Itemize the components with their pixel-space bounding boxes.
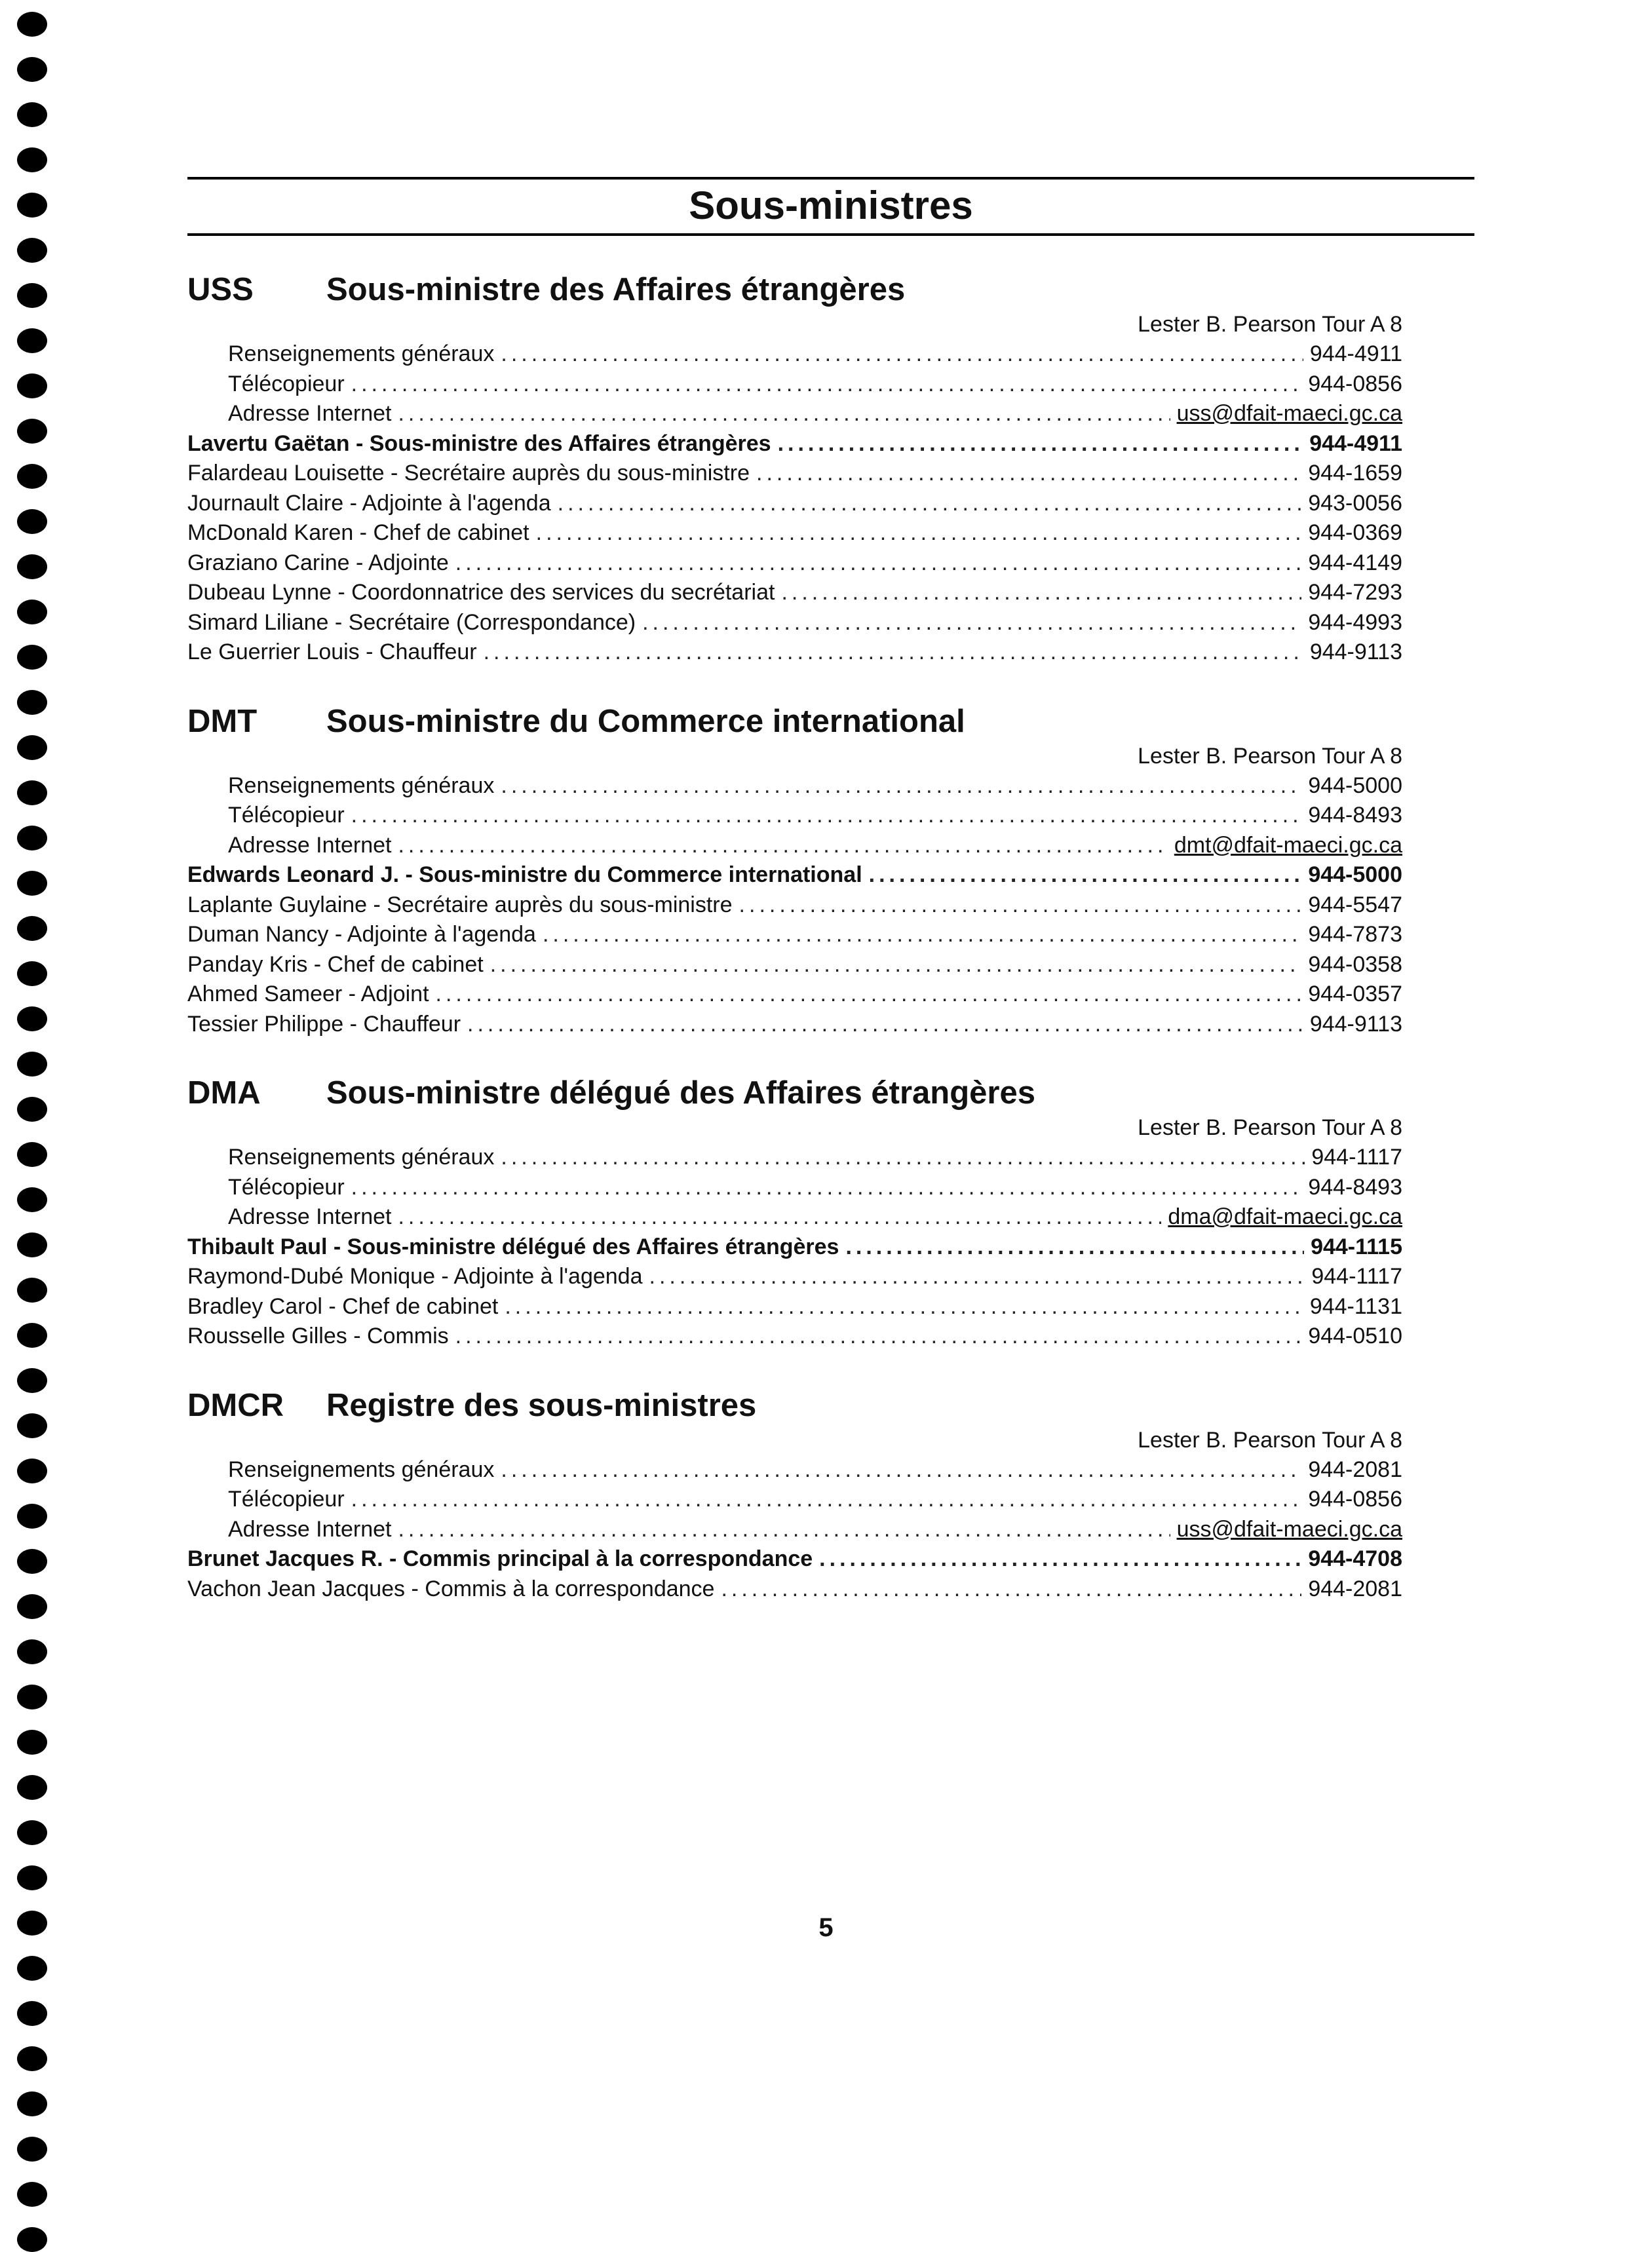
general-info-value: 944-8493 [1308, 1174, 1402, 1200]
binding-hole [17, 1278, 47, 1303]
section-heading [187, 1073, 1474, 1113]
general-info-label: Télécopieur [228, 803, 345, 828]
binding-hole [17, 509, 47, 534]
binding-hole [17, 916, 47, 941]
binding-hole [17, 147, 47, 172]
binding-hole [17, 1459, 47, 1483]
dot-leader [484, 638, 1303, 668]
dot-leader [436, 980, 1302, 1010]
general-info-value: 944-0856 [1308, 1487, 1402, 1512]
staff-phone: 944-4993 [1308, 609, 1402, 635]
binding-hole [17, 961, 47, 986]
section-location: Lester B. Pearson Tour A 8 [1138, 312, 1402, 337]
binding-hole [17, 283, 47, 308]
staff-row [187, 578, 1474, 608]
staff-row [187, 638, 1474, 668]
staff-phone: 944-4708 [1308, 1546, 1402, 1571]
binding-hole [17, 2046, 47, 2071]
binding-hole [17, 780, 47, 805]
dot-leader [642, 608, 1301, 638]
staff-name: Simard Liliane - Secrétaire (Correspondance) [187, 609, 636, 635]
binding-hole [17, 1413, 47, 1438]
staff-row [187, 1292, 1474, 1322]
staff-name: Tessier Philippe - Chauffeur [187, 1011, 461, 1037]
binding-hole [17, 1504, 47, 1529]
binding-hole [17, 690, 47, 715]
dot-leader [351, 801, 1302, 831]
staff-row [187, 548, 1474, 579]
general-info-label: Adresse Internet [228, 1516, 392, 1542]
binding-hole [17, 1820, 47, 1845]
staff-phone: 944-7293 [1308, 580, 1402, 605]
section-dmcr [187, 1386, 1474, 1605]
section-location: Lester B. Pearson Tour A 8 [1138, 743, 1402, 769]
general-info-label: Télécopieur [228, 1487, 345, 1512]
binding-hole [17, 419, 47, 444]
dot-leader [455, 548, 1302, 579]
staff-name: Laplante Guylaine - Secrétaire auprès du sous-ministre [187, 892, 733, 917]
staff-phone: 944-2081 [1308, 1576, 1402, 1601]
staff-row [187, 1322, 1474, 1352]
general-info-row [187, 1143, 1474, 1173]
binding-hole [17, 2137, 47, 2162]
general-info-row [187, 1173, 1474, 1203]
dot-leader [398, 399, 1170, 429]
general-info-row [187, 399, 1474, 429]
binding-hole [17, 1368, 47, 1393]
general-info-value: 944-2081 [1308, 1457, 1402, 1482]
section-heading [187, 270, 1474, 309]
staff-name: Journault Claire - Adjointe à l'agenda [187, 490, 551, 516]
dot-leader [778, 429, 1303, 459]
binding-hole [17, 328, 47, 353]
staff-name: Vachon Jean Jacques - Commis à la correspondance [187, 1576, 715, 1601]
binding-hole [17, 1594, 47, 1619]
staff-name: McDonald Karen - Chef de cabinet [187, 520, 529, 545]
title-rule-top [187, 177, 1474, 180]
general-info-label: Renseignements généraux [228, 1457, 495, 1482]
dot-leader [501, 771, 1301, 801]
binding-hole [17, 645, 47, 670]
section-heading [187, 1386, 1474, 1425]
page-title: Sous-ministres [689, 183, 973, 227]
binding-hole [17, 1052, 47, 1077]
general-info-row [187, 339, 1474, 370]
general-info-label: Adresse Internet [228, 832, 392, 858]
email-link[interactable]: uss@dfait-maeci.gc.ca [1176, 401, 1402, 426]
dot-leader [501, 339, 1303, 370]
staff-row [187, 429, 1474, 459]
binding-hole [17, 554, 47, 579]
dot-leader [398, 831, 1167, 861]
section-title: Sous-ministre des Affaires étrangères [326, 272, 906, 307]
dot-leader [869, 860, 1302, 890]
staff-row [187, 890, 1474, 921]
dot-leader [501, 1455, 1301, 1485]
dot-leader [398, 1202, 1161, 1232]
general-info-row [187, 801, 1474, 831]
general-info-value: 944-1117 [1311, 1145, 1402, 1170]
staff-row [187, 489, 1474, 519]
staff-phone: 944-1659 [1308, 461, 1402, 486]
dot-leader [739, 890, 1302, 921]
general-info-value: 944-0856 [1308, 371, 1402, 396]
section-uss [187, 270, 1474, 668]
dot-leader [819, 1544, 1301, 1574]
binding-hole [17, 1323, 47, 1348]
general-info-value: 944-4911 [1309, 341, 1402, 366]
binding-hole [17, 1187, 47, 1212]
staff-row [187, 518, 1474, 548]
staff-name: Rousselle Gilles - Commis [187, 1324, 449, 1348]
section-location: Lester B. Pearson Tour A 8 [1138, 1427, 1402, 1453]
staff-phone: 944-5547 [1308, 892, 1402, 917]
binding-hole [17, 1006, 47, 1031]
binding-hole [17, 102, 47, 127]
binding-hole [17, 57, 47, 82]
binding-hole [17, 193, 47, 218]
dot-leader [536, 518, 1302, 548]
binding-hole [17, 2091, 47, 2116]
dot-leader [845, 1232, 1304, 1263]
binding-hole [17, 826, 47, 850]
binding-hole [17, 1730, 47, 1755]
dot-leader [501, 1143, 1305, 1173]
staff-phone: 944-1117 [1311, 1264, 1402, 1289]
binding-hole [17, 1956, 47, 1981]
staff-row [187, 1574, 1474, 1605]
email-link[interactable]: dmt@dfait-maeci.gc.ca [1174, 832, 1402, 858]
binding-hole [17, 1865, 47, 1890]
general-info-label: Renseignements généraux [228, 773, 495, 798]
general-info-label: Adresse Internet [228, 1204, 392, 1229]
section-code: DMCR [187, 1387, 284, 1423]
staff-phone: 944-9113 [1309, 639, 1402, 664]
general-info-value: 944-5000 [1308, 773, 1402, 798]
dot-leader [398, 1515, 1170, 1545]
staff-phone: 944-5000 [1308, 862, 1402, 887]
staff-row [187, 608, 1474, 638]
staff-name: Brunet Jacques R. - Commis principal à la correspondance [187, 1546, 813, 1571]
section-title: Sous-ministre du Commerce international [326, 703, 965, 739]
staff-row [187, 860, 1474, 890]
dot-leader [351, 370, 1302, 400]
binding-hole [17, 1685, 47, 1709]
staff-name: Falardeau Louisette - Secrétaire auprès du sous-ministre [187, 461, 750, 486]
staff-row [187, 1232, 1474, 1263]
dot-leader [505, 1292, 1303, 1322]
staff-row [187, 1544, 1474, 1574]
staff-row [187, 950, 1474, 980]
staff-phone: 944-4149 [1308, 550, 1402, 575]
section-location: Lester B. Pearson Tour A 8 [1138, 1115, 1402, 1140]
binding-hole [17, 2182, 47, 2207]
title-rule-bottom [187, 233, 1474, 236]
general-info-row [187, 1455, 1474, 1485]
dot-leader [756, 459, 1301, 489]
binding-hole [17, 871, 47, 896]
binding-hole [17, 1142, 47, 1167]
section-heading [187, 702, 1474, 741]
binding-hole [17, 1775, 47, 1800]
staff-name: Lavertu Gaëtan - Sous-ministre des Affaires étrangères [187, 430, 771, 456]
staff-name: Dubeau Lynne - Coordonnatrice des services du secrétariat [187, 580, 775, 605]
staff-row [187, 459, 1474, 489]
staff-row [187, 920, 1474, 950]
staff-phone: 944-0357 [1308, 982, 1402, 1006]
dot-leader [351, 1485, 1302, 1515]
staff-name: Edwards Leonard J. - Sous-ministre du Commerce international [187, 862, 862, 887]
section-code: USS [187, 272, 254, 307]
general-info-label: Adresse Internet [228, 401, 392, 426]
staff-name: Duman Nancy - Adjointe à l'agenda [187, 922, 536, 947]
general-info-row [187, 1202, 1474, 1232]
staff-row [187, 1262, 1474, 1292]
section-code: DMA [187, 1075, 261, 1111]
section-title: Registre des sous-ministres [326, 1387, 757, 1423]
staff-phone: 944-7873 [1308, 922, 1402, 947]
dot-leader [467, 1010, 1303, 1040]
staff-name: Panday Kris - Chef de cabinet [187, 951, 484, 977]
email-link[interactable]: uss@dfait-maeci.gc.ca [1176, 1516, 1402, 1542]
staff-name: Bradley Carol - Chef de cabinet [187, 1293, 499, 1319]
staff-name: Le Guerrier Louis - Chauffeur [187, 639, 477, 664]
staff-phone: 943-0056 [1308, 490, 1402, 516]
page-number: 5 [818, 1913, 834, 1942]
binding-hole [17, 600, 47, 624]
section-dmt [187, 702, 1474, 1040]
dot-leader [351, 1173, 1302, 1203]
binding-hole [17, 464, 47, 489]
staff-phone: 944-1115 [1311, 1234, 1402, 1259]
general-info-label: Télécopieur [228, 1174, 345, 1200]
general-info-row [187, 771, 1474, 801]
dot-leader [721, 1574, 1301, 1605]
dot-leader [455, 1322, 1302, 1352]
general-info-row [187, 1515, 1474, 1545]
staff-phone: 944-9113 [1309, 1011, 1402, 1037]
binding-hole [17, 12, 47, 37]
staff-row [187, 1010, 1474, 1040]
staff-name: Raymond-Dubé Monique - Adjointe à l'agenda [187, 1264, 643, 1289]
staff-phone: 944-1131 [1309, 1293, 1402, 1319]
dot-leader [543, 920, 1301, 950]
general-info-row [187, 831, 1474, 861]
sections-container [187, 270, 1474, 1604]
dot-leader [490, 950, 1302, 980]
section-dma [187, 1073, 1474, 1352]
binding-hole [17, 2227, 47, 2252]
general-info-row [187, 1485, 1474, 1515]
general-info-label: Renseignements généraux [228, 1145, 495, 1170]
binding-hole [17, 1549, 47, 1574]
general-info-value: 944-8493 [1308, 803, 1402, 828]
staff-phone: 944-0510 [1308, 1324, 1402, 1348]
binding-hole [17, 1232, 47, 1257]
dot-leader [781, 578, 1301, 608]
binding-hole [17, 735, 47, 760]
staff-name: Graziano Carine - Adjointe [187, 550, 449, 575]
staff-phone: 944-4911 [1309, 430, 1402, 456]
section-code: DMT [187, 703, 258, 739]
general-info-label: Télécopieur [228, 371, 345, 396]
binding-hole [17, 238, 47, 263]
dot-leader [558, 489, 1302, 519]
dot-leader [649, 1262, 1305, 1292]
directory-page [187, 177, 1474, 1604]
email-link[interactable]: dma@dfait-maeci.gc.ca [1168, 1204, 1402, 1229]
staff-row [187, 980, 1474, 1010]
staff-name: Ahmed Sameer - Adjoint [187, 982, 429, 1006]
binding-hole [17, 1639, 47, 1664]
binding-hole [17, 373, 47, 398]
section-title: Sous-ministre délégué des Affaires étrangères [326, 1075, 1035, 1111]
binding-hole [17, 1097, 47, 1122]
staff-phone: 944-0358 [1308, 951, 1402, 977]
staff-phone: 944-0369 [1308, 520, 1402, 545]
staff-name: Thibault Paul - Sous-ministre délégué des Affaires étrangères [187, 1234, 839, 1259]
general-info-row [187, 370, 1474, 400]
binding-hole [17, 2001, 47, 2026]
general-info-label: Renseignements généraux [228, 341, 495, 366]
